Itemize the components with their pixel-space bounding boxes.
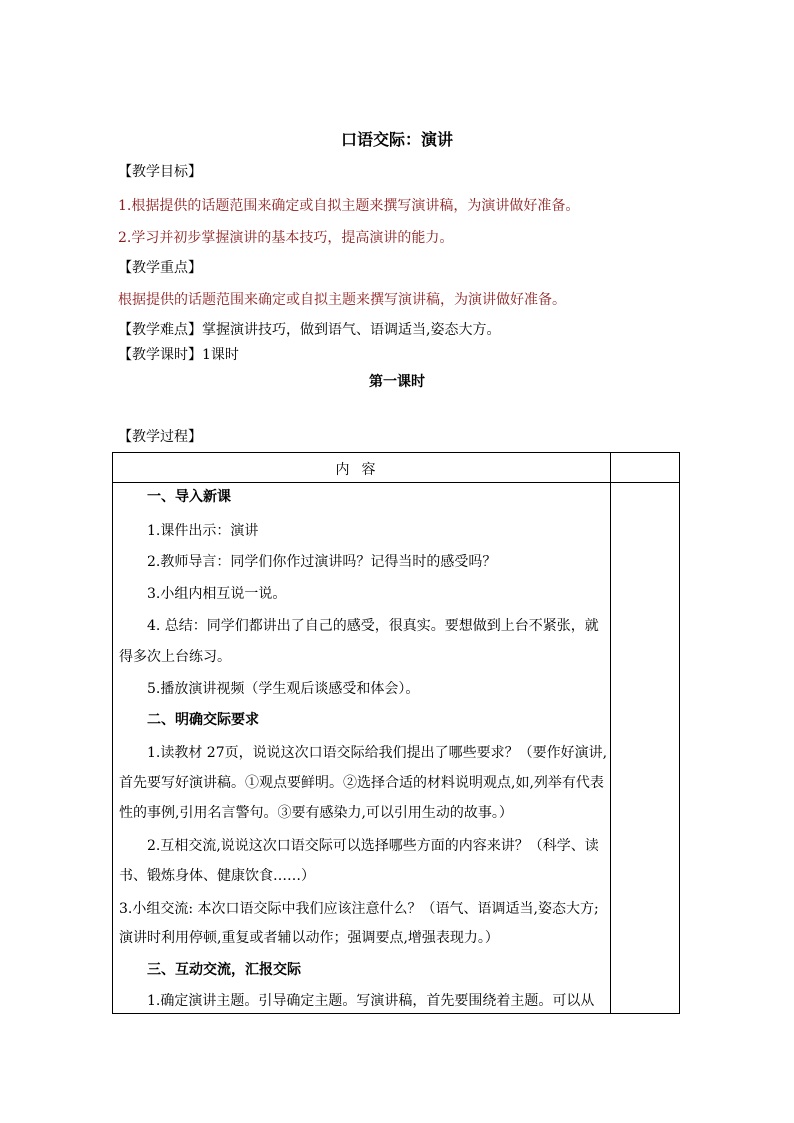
- table-line: 三、互动交流，汇报交际: [147, 962, 301, 978]
- table-line: 1.课件出示：演讲: [147, 523, 259, 539]
- table-line: 首先要写好演讲稿。①观点要鲜明。②选择合适的材料说明观点,如,列举有代表: [119, 775, 604, 791]
- table-line: 1.读教材 27页，说说这次口语交际给我们提出了哪些要求？（要作好演讲,: [147, 745, 608, 761]
- hours-line: 【教学课时】1课时: [118, 347, 239, 363]
- table-line: 2.互相交流,说说这次口语交际可以选择哪些方面的内容来讲？（科学、读: [147, 838, 599, 854]
- table-line: 2.教师导言：同学们你作过演讲吗？记得当时的感受吗？: [147, 554, 497, 570]
- lesson-title: 第一课时: [369, 374, 425, 390]
- table-line: 4. 总结：同学们都讲出了自己的感受，很真实。要想做到上台不紧张，就: [147, 618, 599, 634]
- table-line: 1.确定演讲主题。引导确定主题。写演讲稿，首先要围绕着主题。可以从: [147, 993, 595, 1009]
- process-table: [112, 452, 680, 1014]
- table-line: 5.播放演讲视频（学生观后谈感受和体会）。: [147, 681, 420, 697]
- table-line: 一、导入新课: [147, 489, 231, 505]
- page-title: 口语交际：演讲: [340, 130, 453, 149]
- table-header-content: 内容: [335, 462, 388, 478]
- table-line: 演讲时利用停顿,重复或者辅以动作；强调要点,增强表现力。）: [119, 930, 499, 946]
- table-line: 3.小组交流: 本次口语交际中我们应该注意什么？（语气、语调适当,姿态大方;: [119, 901, 599, 917]
- difficulty-line: 【教学难点】掌握演讲技巧，做到语气、语调适当,姿态大方。: [118, 322, 501, 338]
- process-heading: 【教学过程】: [118, 429, 202, 445]
- table-column-divider: [610, 453, 611, 1013]
- objectives-heading: 【教学目标】: [118, 164, 202, 180]
- table-line: 二、明确交际要求: [147, 712, 259, 728]
- objective-1: 1.根据提供的话题范围来确定或自拟主题来撰写演讲稿，为演讲做好准备。: [118, 198, 580, 214]
- table-line: 性的事例,引用名言警句。③要有感染力,可以引用生动的故事。）: [119, 805, 513, 821]
- table-line: 得多次上台练习。: [119, 649, 231, 665]
- objective-2: 2.学习并初步掌握演讲的基本技巧，提高演讲的能力。: [118, 230, 454, 246]
- key-text: 根据提供的话题范围来确定或自拟主题来撰写演讲稿，为演讲做好准备。: [118, 292, 566, 308]
- table-line: 书、锻炼身体、健康饮食……）: [119, 868, 315, 884]
- key-heading: 【教学重点】: [118, 260, 202, 276]
- table-line: 3.小组内相互说一说。: [147, 586, 287, 602]
- table-header-divider: [113, 482, 679, 483]
